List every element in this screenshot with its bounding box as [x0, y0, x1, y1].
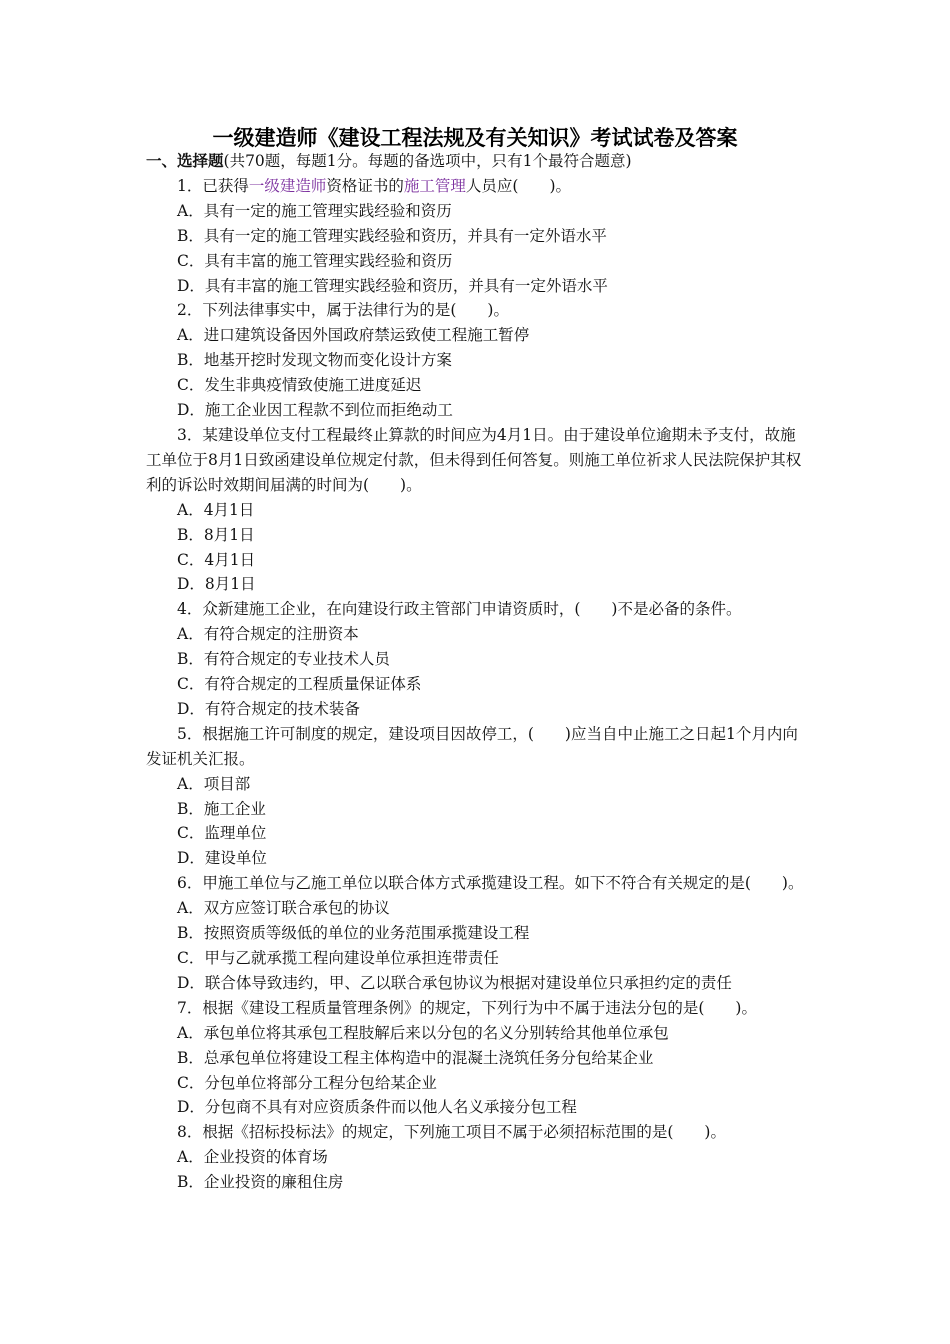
- question-6-option-a: A．双方应签订联合承包的协议: [177, 899, 390, 918]
- document-title: 一级建造师《建设工程法规及有关知识》考试试卷及答案: [212, 126, 738, 150]
- section-description: (共70题，每题1分。每题的备选项中，只有1个最符合题意): [223, 152, 632, 170]
- question-7-option-c: C．分包单位将部分工程分包给某企业: [177, 1073, 437, 1092]
- question-text: 人员应( )。: [465, 176, 572, 195]
- question-7-option-a: A．承包单位将其承包工程肢解后来以分包的名义分别转给其他单位承包: [177, 1023, 669, 1042]
- question-6-stem: 6．甲施工单位与乙施工单位以联合体方式承揽建设工程。如下不符合有关规定的是( )。: [177, 874, 804, 893]
- question-text: 资格证书的: [326, 176, 404, 195]
- question-7-option-b: B．总承包单位将建设工程主体构造中的混凝土浇筑任务分包给某企业: [177, 1048, 654, 1067]
- section-label: 一、选择题: [146, 152, 224, 170]
- question-4-option-d: D．有符合规定的技术装备: [177, 699, 360, 718]
- question-3-option-d: D．8月1日: [177, 575, 256, 594]
- question-text: 1．已获得: [177, 176, 249, 195]
- question-3-option-c: C．4月1日: [177, 550, 256, 569]
- link-shigong-guanli[interactable]: 施工管理: [403, 176, 466, 195]
- question-1-option-a: A．具有一定的施工管理实践经验和资历: [177, 201, 452, 220]
- question-3-stem: 3．某建设单位支付工程最终止算款的时间应为4月1日。由于建设单位逾期未予支付，故施工单位于8月1日致函建设单位规定付款，但未得到任何答复。则施工单位祈求人民法院保护其权利的诉讼时效期间届满的时间为( )。: [146, 425, 802, 494]
- question-2-option-d: D．施工企业因工程款不到位而拒绝动工: [177, 401, 453, 420]
- question-1-option-d: D．具有丰富的施工管理实践经验和资历，并具有一定外语水平: [177, 276, 608, 295]
- question-2-stem: 2．下列法律事实中，属于法律行为的是( )。: [177, 301, 509, 320]
- question-3-option-a: A．4月1日: [177, 500, 255, 519]
- question-7-stem: 7．根据《建设工程质量管理条例》的规定，下列行为中不属于违法分包的是( )。: [177, 998, 757, 1017]
- question-1-option-c: C．具有丰富的施工管理实践经验和资历: [177, 251, 453, 270]
- question-8-option-a: A．企业投资的体育场: [177, 1148, 328, 1167]
- question-8-option-b: B．企业投资的廉租住房: [177, 1173, 344, 1192]
- section-heading: [146, 149, 810, 174]
- question-8-stem: 8．根据《招标投标法》的规定，下列施工项目不属于必须招标范围的是( )。: [177, 1123, 726, 1142]
- question-4-stem: 4．众新建施工企业，在向建设行政主管部门申请资质时，( )不是必备的条件。: [177, 600, 742, 619]
- question-5-stem: 5．根据施工许可制度的规定，建设项目因故停工，( )应当自中止施工之日起1个月内向发证机关汇报。: [146, 724, 798, 768]
- question-5-option-d: D．建设单位: [177, 849, 267, 868]
- question-6-option-b: B．按照资质等级低的单位的业务范围承揽建设工程: [177, 924, 530, 943]
- question-6-option-c: C．甲与乙就承揽工程向建设单位承担连带责任: [177, 949, 499, 967]
- question-1-option-b: B．具有一定的施工管理实践经验和资历，并具有一定外语水平: [177, 226, 607, 245]
- question-5-option-b: B．施工企业: [177, 799, 266, 818]
- question-5-option-c: C．监理单位: [177, 824, 267, 843]
- question-4-option-a: A．有符合规定的注册资本: [177, 625, 359, 644]
- question-4-option-b: B．有符合规定的专业技术人员: [177, 650, 390, 669]
- question-4-option-c: C．有符合规定的工程质量保证体系: [177, 675, 422, 694]
- question-2-option-a: A．进口建筑设备因外国政府禁运致使工程施工暂停: [177, 326, 530, 345]
- link-yiji-jianzaoshi[interactable]: 一级建造师: [248, 176, 327, 195]
- question-6-option-d: D．联合体导致违约，甲、乙以联合承包协议为根据对建设单位只承担约定的责任: [177, 973, 732, 992]
- document-body: [146, 149, 810, 1195]
- question-5-option-a: A．项目部: [177, 774, 251, 793]
- question-7-option-d: D．分包商不具有对应资质条件而以他人名义承接分包工程: [177, 1098, 577, 1117]
- question-2-option-c: C．发生非典疫情致使施工进度延迟: [177, 376, 422, 395]
- question-3-option-b: B．8月1日: [177, 525, 255, 544]
- question-1-stem: [146, 174, 810, 199]
- question-2-option-b: B．地基开挖时发现文物而变化设计方案: [177, 351, 452, 370]
